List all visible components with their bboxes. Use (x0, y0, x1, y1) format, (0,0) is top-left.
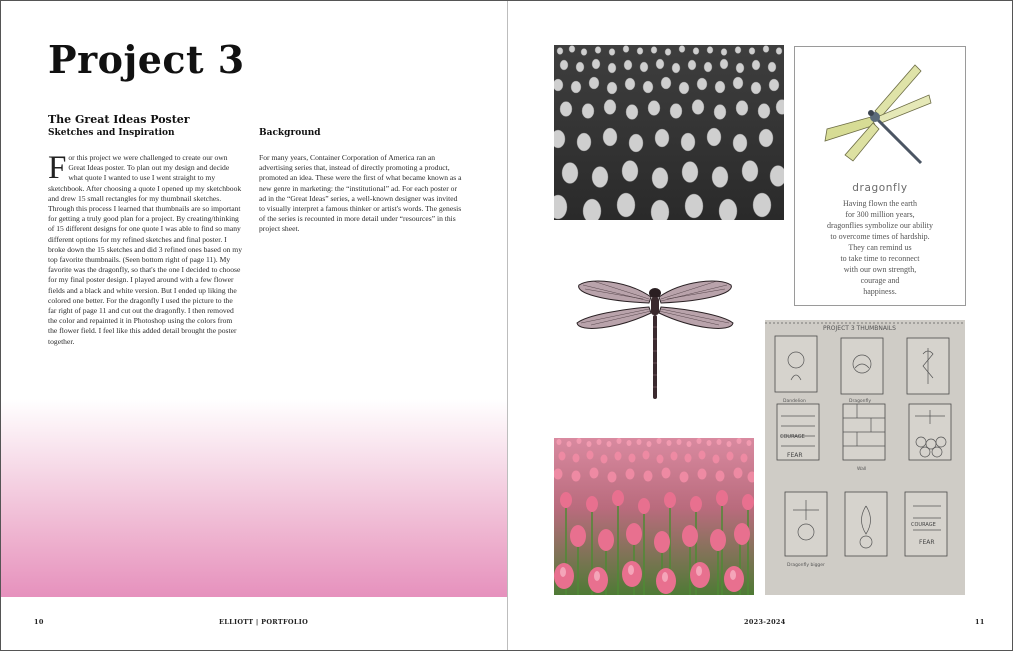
section-heading-background: Background (259, 128, 321, 138)
dragonfly-quote-card (794, 46, 966, 306)
sketch-word: FEAR (919, 539, 935, 546)
pink-tulip-photo (554, 438, 754, 595)
pink-gradient-background (1, 399, 507, 597)
sketch-caption: Dragonfly bigger (787, 563, 825, 568)
card-line: courage and (860, 276, 900, 285)
card-line: to overcome times of hardship. (830, 232, 930, 241)
footer-label: ELLIOTT | PORTFOLIO (219, 618, 309, 626)
card-line: with our own strength, (843, 265, 917, 274)
poster-subtitle: The Great Ideas Poster (48, 113, 190, 126)
drop-cap: F (48, 150, 67, 186)
card-line: Having flown the earth (843, 199, 917, 208)
dragonfly-card-icon (817, 59, 937, 179)
sketchbook-photo (765, 320, 965, 595)
background-body (259, 153, 464, 235)
bw-tulip-photo (554, 45, 784, 220)
card-line: for 300 million years, (845, 210, 915, 219)
page-title: Project 3 (48, 37, 245, 82)
sketch-word: COURAGE (780, 434, 805, 440)
sketch-caption: Dandelion (783, 399, 806, 404)
page-year: 2023-2024 (744, 618, 786, 626)
sketch-word: FEAR (787, 452, 803, 459)
card-line: to take time to reconnect (840, 254, 920, 263)
sketch-word: COURAGE (911, 522, 936, 528)
card-line: dragonflies symbolize our ability (827, 221, 933, 230)
sketches-paragraph: or this project we were challenged to create our own Great Ideas poster. To plan out my design and decide what quote I wanted to use I went straight to my sketchbook. After choosing a quote I opened up my sketchbook and drew 15 small rectangles for my thumbnail sketches. Through this process I learned that thumbnails are so important for getting a truly good plan for a project. By creating/thinking of 15 different designs for one quote I was able to find so many different options for my refined sketches and final poster. I broke down the 15 sketches and did 3 refined ones based on my top favorite thumbnails. (Seen bottom right of page 11). My favorite was the dragonfly, so that's the one I decided to choose for my final poster design. I played around with a few flower fields and a black and white version. But I ended up liking the colored one better. For the dragonfly I used the picture to the far right of page 11 and cut out the dragonfly. I then removed the color and repainted it in Photoshop using the colors from the flower field. I feel like this added detail brought the poster together. (48, 153, 243, 346)
left-page-number: 10 (34, 618, 44, 626)
card-line: happiness. (863, 287, 897, 296)
sketch-caption: Wall (857, 467, 867, 472)
sketches-body (48, 150, 243, 347)
section-heading-sketches: Sketches and Inspiration (48, 128, 175, 138)
card-line: They can remind us (848, 243, 912, 252)
dragonfly-illustration (573, 275, 737, 401)
card-title: dragonfly (852, 182, 908, 194)
right-page-number: 11 (975, 618, 985, 626)
background-paragraph: For many years, Container Corporation of America ran an advertising series that, instead of directly promoting a product, promoted an idea. These were the first of what became known as a new genre in marketing: the “institutional” ad. For each poster or ad in the “Great Ideas” series, a well-known designer was invited to visually interpret a famous thinker or artist's words. The genesis of the series is recounted in more detail under “resources” in this project sheet. (259, 153, 462, 234)
sketch-caption: Dragonfly (849, 399, 872, 404)
page-gutter (507, 1, 508, 650)
sketch-page-header: PROJECT 3 THUMBNAILS (823, 325, 896, 332)
